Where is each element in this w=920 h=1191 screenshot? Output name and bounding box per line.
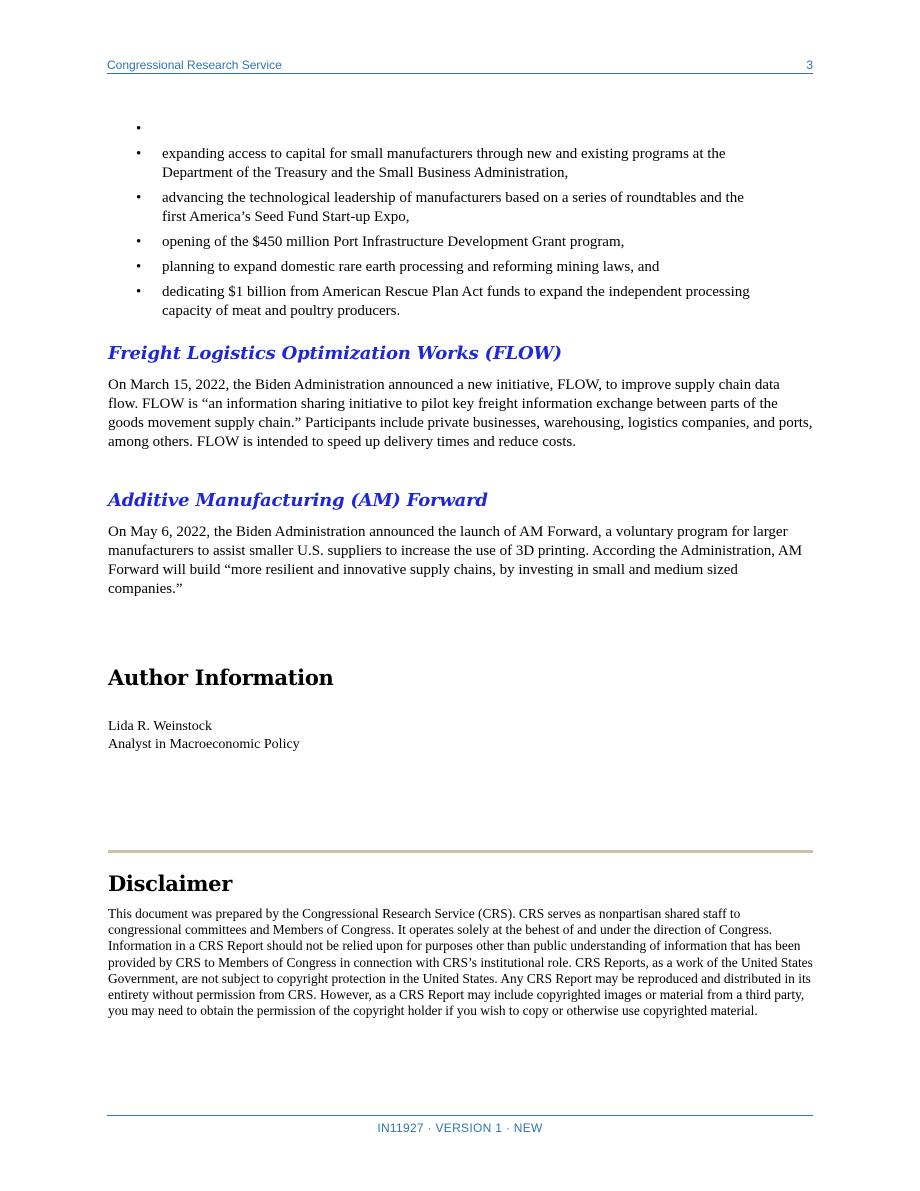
flow-paragraph: On March 15, 2022, the Biden Administration announced a new initiative, FLOW, to improve supply chain data flow. FLOW is “an information sharing initiative to pilot key freight information exchange between parts of the goods movement supply chain.” Participants include private businesses, warehousing, logistics companies, and ports, among others. FLOW is intended to speed up delivery times and reduce costs.: [108, 377, 813, 450]
bullet-icon: •: [136, 190, 142, 206]
section-divider: [108, 850, 813, 853]
list-item: [107, 145, 762, 183]
flow-heading: Freight Logistics Optimization Works (FLOW): [108, 343, 562, 364]
list-item-text: planning to expand domestic rare earth processing and reforming mining laws, and: [162, 259, 660, 275]
disclaimer-heading: Disclaimer: [108, 871, 233, 896]
list-item-text: advancing the technological leadership of manufacturers based on a series of roundtables and the first America’s Seed Fund Start-up Expo,: [162, 190, 744, 225]
list-item: [107, 258, 762, 277]
list-item-text: dedicating $1 billion from American Rescue Plan Act funds to expand the independent processing capacity of meat and poultry producers.: [162, 284, 750, 319]
bullet-icon: •: [136, 146, 142, 162]
author-title: Analyst in Macroeconomic Policy: [108, 737, 300, 752]
list-item: [107, 233, 762, 252]
header-org-name: Congressional Research Service: [107, 58, 282, 72]
list-item-text: expanding access to capital for small manufacturers through new and existing programs at the Department of the Treasury and the Small Business Administration,: [162, 146, 726, 181]
page-number: 3: [806, 58, 813, 72]
author-name: Lida R. Weinstock: [108, 719, 212, 734]
am-forward-paragraph: On May 6, 2022, the Biden Administration announced the launch of AM Forward, a voluntary program for larger manufacturers to assist smaller U.S. suppliers to increase the use of 3D printing. According the Administration, AM Forward will build “more resilient and innovative supply chains, by investing in small and medium sized companies.”: [108, 524, 803, 597]
list-item: [107, 189, 762, 227]
page-footer: [107, 1115, 813, 1135]
footer-report-id: IN11927 · VERSION 1 · NEW: [377, 1121, 543, 1135]
bullet-icon: •: [136, 259, 142, 275]
list-item-text: opening of the $450 million Port Infrastructure Development Grant program,: [162, 234, 625, 250]
page-header: [107, 58, 813, 74]
list-item: [107, 120, 762, 139]
bullet-icon: •: [136, 121, 142, 137]
author-block: [108, 718, 300, 754]
list-item: [107, 283, 762, 321]
author-info-heading: Author Information: [108, 665, 334, 690]
disclaimer-paragraph: This document was prepared by the Congressional Research Service (CRS). CRS serves as nonpartisan shared staff to congressional committees and Members of Congress. It operates solely at the behest of and under the direction of Congress. Information in a CRS Report should not be relied upon for purposes other than public understanding of information that has been provided by CRS to Members of Congress in connection with CRS’s institutional role. CRS Reports, as a work of the United States Government, are not subject to copyright protection in the United States. Any CRS Report may be reproduced and distributed in its entirety without permission from CRS. However, as a CRS Report may include copyrighted images or material from a third party, you may need to obtain the permission of the copyright holder if you wish to copy or otherwise use copyrighted material.: [108, 906, 813, 1019]
bullet-icon: •: [136, 234, 142, 250]
bullet-list: [107, 120, 813, 327]
bullet-icon: •: [136, 284, 142, 300]
am-forward-heading: Additive Manufacturing (AM) Forward: [108, 490, 488, 511]
